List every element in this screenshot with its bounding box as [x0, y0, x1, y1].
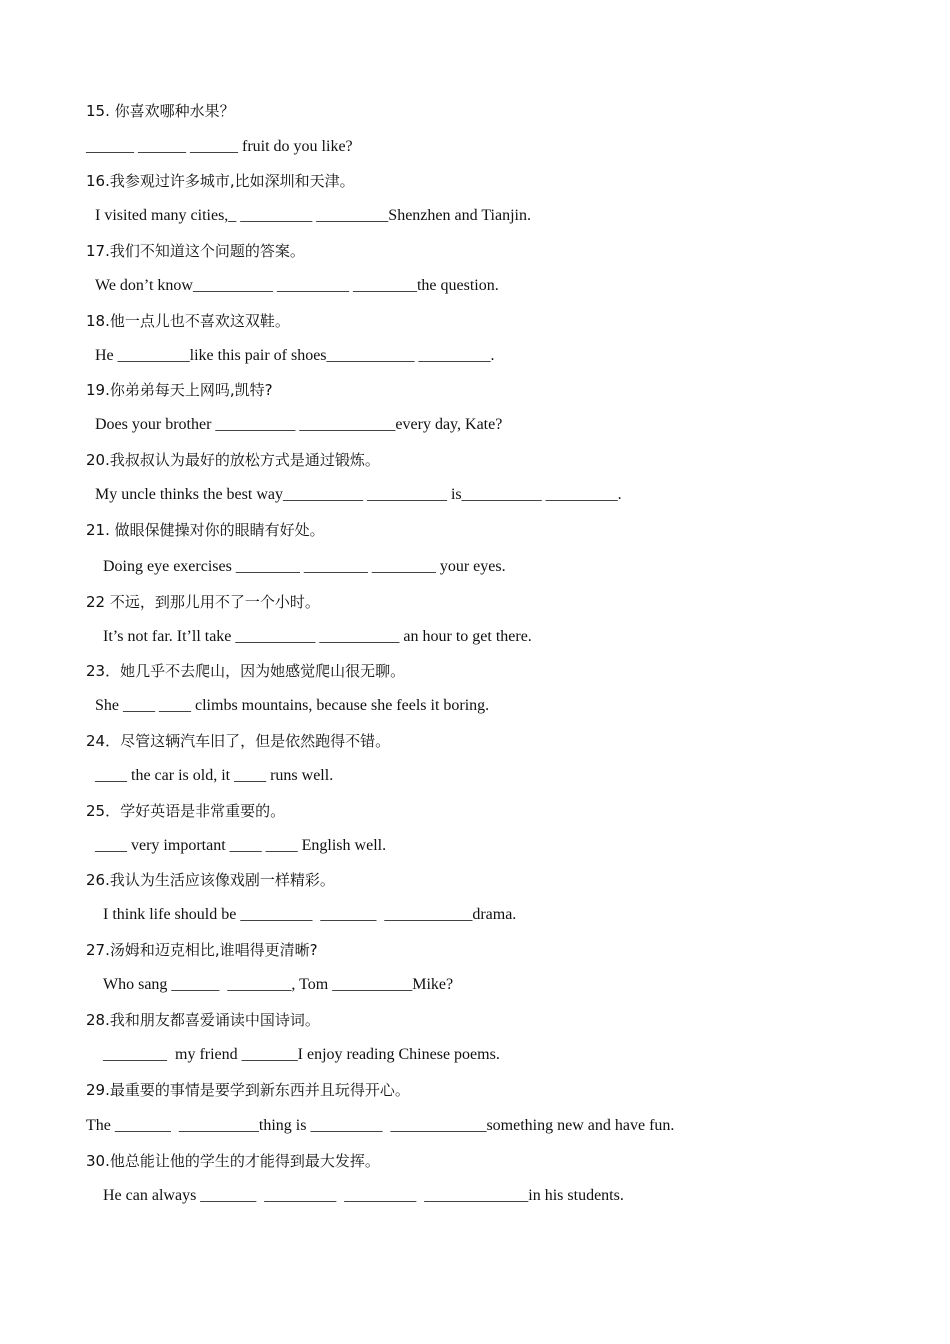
question-26-english: I think life should be _________ _______ ___________drama.: [103, 906, 517, 923]
question-18-english: He _________like this pair of shoes___________ _________.: [95, 347, 495, 364]
question-21-english: Doing eye exercises ________ ________ ________ your eyes.: [103, 558, 506, 575]
question-29-chinese: 29.最重要的事情是要学到新东西并且玩得开心。: [86, 1081, 410, 1099]
question-20-chinese: 20.我叔叔认为最好的放松方式是通过锻炼。: [86, 451, 380, 469]
question-25-english: ____ very important ____ ____ English well.: [95, 837, 387, 854]
question-30-chinese: 30.他总能让他的学生的才能得到最大发挥。: [86, 1152, 380, 1170]
question-19-chinese: 19.你弟弟每天上网吗,凯特?: [86, 381, 273, 399]
question-23-english: She ____ ____ climbs mountains, because she feels it boring.: [95, 697, 490, 714]
question-23-chinese: 23．她几乎不去爬山，因为她感觉爬山很无聊。: [86, 662, 406, 680]
question-16-chinese: 16.我参观过许多城市,比如深圳和天津。: [86, 172, 355, 190]
question-21-chinese: 21. 做眼保健操对你的眼睛有好处。: [86, 521, 325, 539]
question-27-chinese: 27.汤姆和迈克相比,谁唱得更清晰?: [86, 941, 318, 959]
question-24-chinese: 24．尽管这辆汽车旧了，但是依然跑得不错。: [86, 732, 391, 750]
question-29-english: The _______ __________thing is _________ ____________something new and have fun.: [86, 1117, 675, 1134]
question-17-chinese: 17.我们不知道这个问题的答案。: [86, 242, 305, 260]
question-20-english: My uncle thinks the best way__________ __________ is__________ _________.: [95, 486, 622, 503]
question-28-chinese: 28.我和朋友都喜爱诵读中国诗词。: [86, 1011, 320, 1029]
question-18-chinese: 18.他一点儿也不喜欢这双鞋。: [86, 312, 290, 330]
question-16-english: I visited many cities,_ _________ _________Shenzhen and Tianjin.: [95, 207, 531, 224]
question-19-english: Does your brother __________ ____________every day, Kate?: [95, 416, 503, 433]
question-15-english: ______ ______ ______ fruit do you like?: [86, 138, 353, 155]
question-30-english: He can always _______ _________ _________ _____________in his students.: [103, 1187, 624, 1204]
question-26-chinese: 26.我认为生活应该像戏剧一样精彩。: [86, 871, 335, 889]
question-28-english: ________ my friend _______I enjoy reading Chinese poems.: [103, 1046, 500, 1063]
question-24-english: ____ the car is old, it ____ runs well.: [95, 767, 334, 784]
question-15-chinese: 15. 你喜欢哪种水果？: [86, 102, 235, 120]
question-22-english: It’s not far. It’ll take __________ __________ an hour to get there.: [103, 628, 532, 645]
question-17-english: We don’t know__________ _________ ________the question.: [95, 277, 499, 294]
question-22-chinese: 22 不远，到那儿用不了一个小时。: [86, 593, 320, 611]
question-25-chinese: 25．学好英语是非常重要的。: [86, 802, 286, 820]
question-27-english: Who sang ______ ________, Tom __________Mike?: [103, 976, 454, 993]
